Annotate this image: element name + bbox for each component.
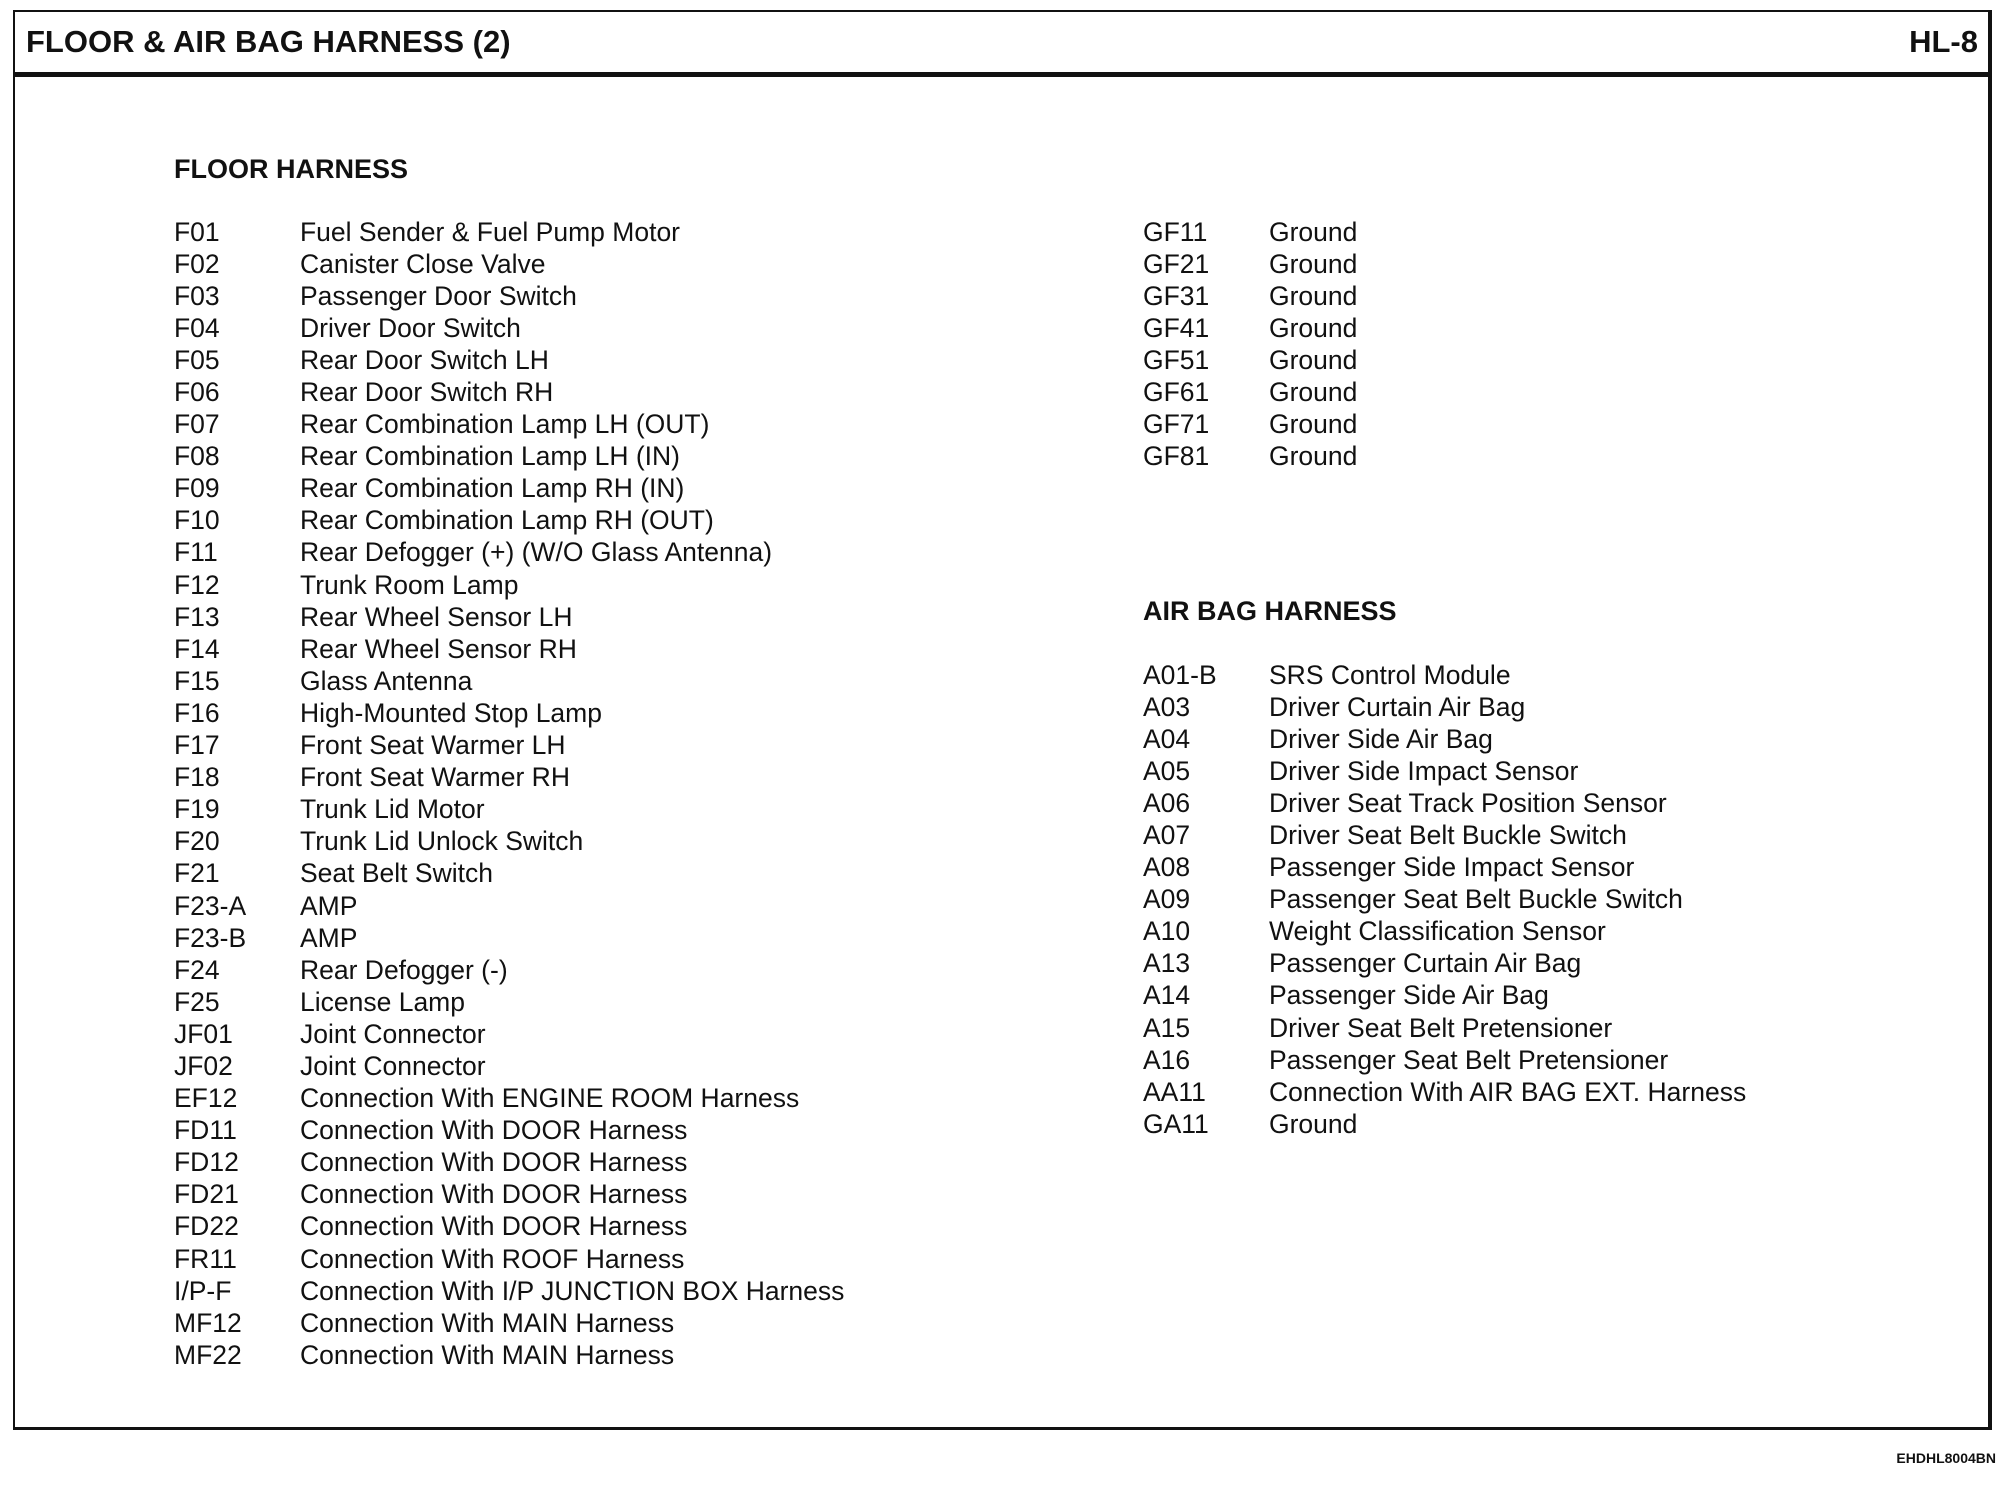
connector-description: Rear Wheel Sensor LH xyxy=(300,601,573,632)
connector-code: F23-A xyxy=(174,890,247,921)
connector-row xyxy=(1143,280,1357,312)
connector-description: Passenger Side Impact Sensor xyxy=(1269,852,1635,883)
connector-row xyxy=(1143,659,1746,691)
connector-row xyxy=(1143,216,1357,248)
connector-code: F18 xyxy=(174,762,220,793)
connector-description: Rear Combination Lamp RH (IN) xyxy=(300,473,685,504)
connector-description: Driver Door Switch xyxy=(300,312,521,343)
connector-description: Ground xyxy=(1269,280,1358,311)
connector-code: GF61 xyxy=(1143,377,1210,408)
connector-row xyxy=(174,248,844,280)
connector-row xyxy=(1143,409,1357,441)
connector-code: A10 xyxy=(1143,916,1191,947)
connector-code: A07 xyxy=(1143,820,1191,851)
connector-code: A03 xyxy=(1143,691,1191,722)
connector-description: SRS Control Module xyxy=(1269,659,1511,690)
connector-code: EF12 xyxy=(174,1083,238,1114)
connector-row xyxy=(174,409,844,441)
connector-code: F19 xyxy=(174,794,220,825)
connector-row xyxy=(1143,312,1357,344)
connector-row xyxy=(1143,376,1357,408)
connector-row xyxy=(174,986,844,1018)
connector-code: F15 xyxy=(174,665,220,696)
floor-harness-heading: FLOOR HARNESS xyxy=(174,154,409,184)
connector-row xyxy=(174,280,844,312)
connector-description: Driver Side Impact Sensor xyxy=(1269,755,1579,786)
connector-code: MF12 xyxy=(174,1307,242,1338)
connector-code: F25 xyxy=(174,986,220,1017)
connector-description: Trunk Lid Unlock Switch xyxy=(300,826,584,857)
connector-description: Ground xyxy=(1269,409,1358,440)
connector-description: Connection With I/P JUNCTION BOX Harness xyxy=(300,1275,845,1306)
connector-code: A06 xyxy=(1143,787,1191,818)
connector-row xyxy=(174,1050,844,1082)
connector-code: GF21 xyxy=(1143,248,1210,279)
connector-row xyxy=(1143,441,1357,473)
connector-row xyxy=(1143,787,1746,819)
page-number: HL-8 xyxy=(1909,24,1978,59)
connector-row xyxy=(174,922,844,954)
connector-code: F24 xyxy=(174,954,220,985)
connector-code: FD21 xyxy=(174,1179,239,1210)
connector-row xyxy=(174,601,844,633)
ground-list xyxy=(1143,216,1357,473)
connector-description: Connection With ROOF Harness xyxy=(300,1243,685,1274)
connector-row xyxy=(174,216,844,248)
connector-code: GF51 xyxy=(1143,344,1210,375)
connector-code: GF41 xyxy=(1143,312,1210,343)
connector-row xyxy=(174,762,844,794)
connector-description: Driver Seat Belt Pretensioner xyxy=(1269,1012,1613,1043)
connector-description: Driver Seat Track Position Sensor xyxy=(1269,787,1667,818)
connector-description: Fuel Sender & Fuel Pump Motor xyxy=(300,216,681,247)
connector-code: GF31 xyxy=(1143,280,1210,311)
connector-row xyxy=(174,954,844,986)
connector-description: Rear Defogger (+) (W/O Glass Antenna) xyxy=(300,537,773,568)
connector-row xyxy=(1143,248,1357,280)
air-bag-harness-heading: AIR BAG HARNESS xyxy=(1143,596,1397,626)
connector-description: Ground xyxy=(1269,377,1358,408)
connector-row xyxy=(174,1243,844,1275)
connector-row xyxy=(1143,1076,1746,1108)
connector-code: A14 xyxy=(1143,980,1191,1011)
connector-code: MF22 xyxy=(174,1339,242,1370)
connector-code: FD22 xyxy=(174,1211,239,1242)
connector-code: F21 xyxy=(174,858,220,889)
connector-row xyxy=(174,1179,844,1211)
connector-description: Rear Defogger (-) xyxy=(300,954,508,985)
connector-description: Ground xyxy=(1269,441,1358,472)
connector-description: Connection With MAIN Harness xyxy=(300,1307,675,1338)
connector-description: High-Mounted Stop Lamp xyxy=(300,697,602,728)
connector-row xyxy=(174,1275,844,1307)
connector-row xyxy=(174,1147,844,1179)
connector-code: JF01 xyxy=(174,1018,233,1049)
connector-code: F16 xyxy=(174,697,220,728)
connector-description: Rear Combination Lamp LH (OUT) xyxy=(300,409,710,440)
connector-code: A16 xyxy=(1143,1044,1191,1075)
connector-row xyxy=(1143,723,1746,755)
connector-code: A01-B xyxy=(1143,659,1217,690)
connector-description: Connection With ENGINE ROOM Harness xyxy=(300,1083,800,1114)
connector-row xyxy=(174,441,844,473)
connector-code: FD11 xyxy=(174,1115,237,1146)
connector-row xyxy=(1143,884,1746,916)
connector-description: Connection With DOOR Harness xyxy=(300,1179,688,1210)
connector-code: F12 xyxy=(174,569,220,600)
connector-code: FR11 xyxy=(174,1243,237,1274)
connector-row xyxy=(174,344,844,376)
connector-row xyxy=(174,826,844,858)
connector-row xyxy=(174,312,844,344)
connector-description: Trunk Lid Motor xyxy=(300,794,485,825)
connector-code: GF71 xyxy=(1143,409,1210,440)
connector-row xyxy=(174,890,844,922)
connector-code: JF02 xyxy=(174,1050,233,1081)
connector-row xyxy=(1143,344,1357,376)
connector-row xyxy=(174,1018,844,1050)
connector-row xyxy=(174,1307,844,1339)
connector-code: F03 xyxy=(174,280,220,311)
connector-description: Canister Close Valve xyxy=(300,248,546,279)
connector-code: A08 xyxy=(1143,852,1191,883)
connector-row xyxy=(1143,852,1746,884)
connector-code: A05 xyxy=(1143,755,1191,786)
connector-row xyxy=(174,376,844,408)
connector-code: F05 xyxy=(174,344,220,375)
connector-row xyxy=(174,1115,844,1147)
connector-description: Passenger Seat Belt Buckle Switch xyxy=(1269,884,1683,915)
air-bag-harness-list xyxy=(1143,659,1746,1140)
connector-row xyxy=(174,794,844,826)
connector-description: Rear Combination Lamp LH (IN) xyxy=(300,441,680,472)
connector-row xyxy=(174,697,844,729)
connector-code: F11 xyxy=(174,537,218,568)
connector-row xyxy=(174,1211,844,1243)
document-code: EHDHL8004BN xyxy=(1896,1450,1996,1466)
connector-description: Passenger Side Air Bag xyxy=(1269,980,1549,1011)
connector-description: Joint Connector xyxy=(300,1018,486,1049)
connector-description: Passenger Curtain Air Bag xyxy=(1269,948,1582,979)
connector-row xyxy=(1143,1012,1746,1044)
connector-row xyxy=(1143,1108,1746,1140)
title-bar xyxy=(15,12,1988,77)
connector-code: A09 xyxy=(1143,884,1191,915)
connector-row xyxy=(1143,916,1746,948)
connector-row xyxy=(1143,980,1746,1012)
connector-row xyxy=(174,730,844,762)
connector-row xyxy=(174,1339,844,1371)
connector-description: Weight Classification Sensor xyxy=(1269,916,1606,947)
connector-code: F23-B xyxy=(174,922,247,953)
connector-code: A15 xyxy=(1143,1012,1191,1043)
connector-description: Ground xyxy=(1269,344,1358,375)
connector-description: Passenger Seat Belt Pretensioner xyxy=(1269,1044,1669,1075)
connector-row xyxy=(174,633,844,665)
connector-description: Trunk Room Lamp xyxy=(300,569,519,600)
page-title: FLOOR & AIR BAG HARNESS (2) xyxy=(26,24,511,59)
connector-code: FD12 xyxy=(174,1147,239,1178)
connector-description: Glass Antenna xyxy=(300,665,473,696)
connector-row xyxy=(1143,755,1746,787)
connector-row xyxy=(174,665,844,697)
connector-description: AMP xyxy=(300,890,358,921)
connector-description: Connection With DOOR Harness xyxy=(300,1147,688,1178)
connector-description: AMP xyxy=(300,922,358,953)
connector-code: A04 xyxy=(1143,723,1191,754)
connector-code: F09 xyxy=(174,473,220,504)
connector-code: F20 xyxy=(174,826,220,857)
connector-code: F06 xyxy=(174,377,220,408)
connector-row xyxy=(1143,1044,1746,1076)
connector-description: Ground xyxy=(1269,1108,1358,1139)
connector-code: A13 xyxy=(1143,948,1191,979)
connector-row xyxy=(174,537,844,569)
connector-description: License Lamp xyxy=(300,986,465,1017)
connector-description: Connection With DOOR Harness xyxy=(300,1211,688,1242)
connector-code: GF81 xyxy=(1143,441,1210,472)
connector-code: GF11 xyxy=(1143,216,1208,247)
connector-description: Connection With DOOR Harness xyxy=(300,1115,688,1146)
connector-code: F04 xyxy=(174,312,220,343)
connector-description: Ground xyxy=(1269,216,1358,247)
floor-harness-list xyxy=(174,216,844,1371)
connector-description: Seat Belt Switch xyxy=(300,858,493,889)
connector-code: GA11 xyxy=(1143,1108,1209,1139)
connector-description: Ground xyxy=(1269,248,1358,279)
connector-code: F17 xyxy=(174,730,220,761)
connector-description: Front Seat Warmer LH xyxy=(300,730,566,761)
connector-row xyxy=(1143,948,1746,980)
connector-description: Driver Seat Belt Buckle Switch xyxy=(1269,820,1627,851)
connector-code: F01 xyxy=(174,216,220,247)
connector-code: F14 xyxy=(174,633,220,664)
connector-row xyxy=(174,569,844,601)
connector-row xyxy=(174,473,844,505)
connector-row xyxy=(1143,691,1746,723)
connector-description: Passenger Door Switch xyxy=(300,280,577,311)
connector-description: Driver Curtain Air Bag xyxy=(1269,691,1526,722)
connector-code: F07 xyxy=(174,409,220,440)
connector-description: Joint Connector xyxy=(300,1050,486,1081)
connector-row xyxy=(174,858,844,890)
connector-code: F02 xyxy=(174,248,220,279)
connector-description: Front Seat Warmer RH xyxy=(300,762,570,793)
connector-description: Connection With AIR BAG EXT. Harness xyxy=(1269,1076,1747,1107)
connector-description: Ground xyxy=(1269,312,1358,343)
connector-code: AA11 xyxy=(1143,1076,1206,1107)
connector-description: Rear Door Switch LH xyxy=(300,344,549,375)
connector-code: F13 xyxy=(174,601,220,632)
connector-row xyxy=(174,505,844,537)
connector-code: F08 xyxy=(174,441,220,472)
connector-code: F10 xyxy=(174,505,220,536)
connector-code: I/P-F xyxy=(174,1275,232,1306)
connector-description: Connection With MAIN Harness xyxy=(300,1339,675,1370)
connector-row xyxy=(1143,819,1746,851)
connector-description: Rear Wheel Sensor RH xyxy=(300,633,577,664)
connector-description: Rear Combination Lamp RH (OUT) xyxy=(300,505,714,536)
connector-row xyxy=(174,1083,844,1115)
connector-description: Rear Door Switch RH xyxy=(300,377,554,408)
connector-description: Driver Side Air Bag xyxy=(1269,723,1493,754)
